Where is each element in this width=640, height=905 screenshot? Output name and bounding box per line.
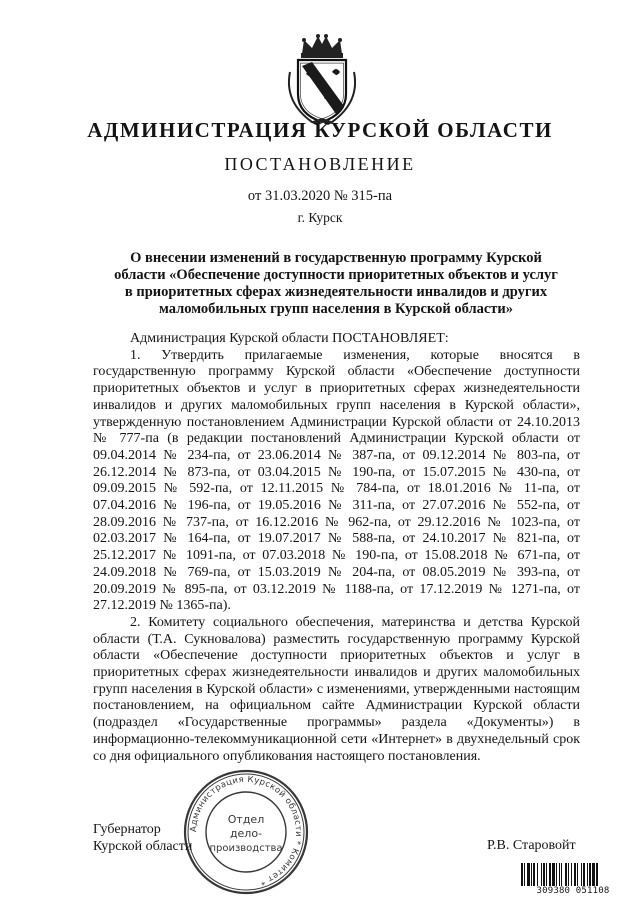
signatory-title	[93, 821, 192, 855]
item-2: 2. Комитету социального обеспечения, материнства и детства Курской области (Т.А. Сукновалова) разместить государственную программу Курской области «Обеспечение доступности приоритетных объектов и услуг в приоритетных сферах жизнедеятельности инвалидов и других маломобильных групп населения в Курской области» с изменениями, утвержденными настоящим постановлением, на официальном сайте Администрации Курской области (подраздел «Государственные программы» раздела «Документы») в информационно-телекоммуникационной сети «Интернет» в двухнедельный срок со дня официального опубликования настоящего постановления.	[93, 614, 580, 764]
organization-title: АДМИНИСТРАЦИЯ КУРСКОЙ ОБЛАСТИ	[87, 118, 553, 142]
kursk-coat-of-arms-icon	[282, 32, 362, 126]
document-subject	[96, 250, 576, 318]
barcode-bar	[541, 863, 542, 887]
barcode-bar	[527, 863, 530, 887]
preamble: Администрация Курской области ПОСТАНОВЛЯЕТ:	[130, 331, 449, 346]
document-city: г. Курск	[297, 210, 343, 225]
barcode-bar	[533, 863, 535, 887]
barcode-bar	[577, 863, 578, 887]
stamp-inner-line: Отдел	[227, 813, 265, 826]
barcode-bar	[543, 863, 545, 887]
document-date-number: от 31.03.2020 № 315-па	[247, 188, 393, 204]
barcode-bar	[556, 863, 557, 887]
subject-line: области «Обеспечение доступности приоритетных объектов и услуг	[114, 267, 558, 283]
barcode-bar	[589, 863, 591, 887]
item-1: 1. Утвердить прилагаемые изменения, которые вносятся в государственную программу Курской области «Обеспечение доступности приоритетных объектов и услуг в приоритетных сферах жизнедеятельности инвалидов и других маломобильных групп населения в Курской области», утвержденную постановлением Администрации Курской области от 24.10.2013 № 777-па (в редакции постановлений Администрации Курской области от 09.04.2014 № 234-па, от 23.06.2014 № 387-па, от 09.12.2014 № 803-па, от 26.12.2014 № 873-па, от 03.04.2015 № 190-па, от 15.07.2015 № 430-па, от 09.09.2015 № 592-па, от 12.11.2015 № 784-па, от 18.01.2016 № 11-па, от 07.04.2016 № 196-па, от 19.05.2016 № 311-па, от 27.07.2016 № 552-па, от 28.09.2016 № 737-па, от 16.12.2016 № 962-па, от 29.12.2016 № 1023-па, от 02.03.2017 № 164-па, от 19.07.2017 № 588-па, от 24.10.2017 № 821-па, от 25.12.2017 № 1091-па, от 07.03.2018 № 190-па, от 15.08.2018 № 671-па, от 24.09.2018 № 769-па, от 15.03.2019 № 204-па, от 08.05.2019 № 393-па, от 20.09.2019 № 895-па, от 03.12.2019 № 1188-па, от 17.12.2019 № 1271-па, от 27.12.2019 № 1365-па).	[93, 347, 580, 614]
barcode-bar	[574, 863, 576, 887]
subject-line: маломобильных групп населения в Курской области»	[158, 301, 514, 317]
barcode-bar	[583, 863, 585, 887]
barcode-number: 309380 051108	[519, 886, 627, 896]
barcode-bar	[568, 863, 569, 887]
signatory-name: Р.В. Старовойт	[487, 838, 576, 853]
barcode-bar	[565, 863, 567, 887]
stamp-inner-line: дело-	[229, 827, 263, 840]
signatory-title-line: Губернатор	[93, 822, 161, 837]
barcode-bar	[596, 863, 598, 887]
barcode-bar	[549, 863, 551, 887]
subject-line: О внесении изменений в государственную программу Курской	[130, 250, 542, 266]
barcode-bar	[552, 863, 555, 887]
round-stamp-icon	[182, 768, 310, 896]
document-body	[93, 331, 580, 765]
barcode-bar	[521, 863, 523, 887]
barcode-bar	[587, 863, 588, 887]
barcode-bar	[561, 863, 562, 887]
stamp-inner-line: производства	[209, 843, 283, 854]
document-type: ПОСТАНОВЛЕНИЕ	[224, 154, 416, 174]
barcode-bar	[524, 863, 525, 887]
barcode-bar	[581, 863, 582, 887]
barcode-bar	[537, 863, 538, 887]
barcode-bar	[546, 863, 547, 887]
stamp-ring-text: Администрация Курской области * Комитет *	[188, 774, 304, 887]
barcode-bar	[531, 863, 532, 887]
barcode-bar	[571, 863, 572, 887]
signatory-title-line: Курской области	[93, 839, 193, 854]
barcode-bar	[592, 863, 595, 887]
subject-line: в приоритетных сферах жизнедеятельности инвалидов и других	[124, 284, 548, 300]
barcode-bar	[559, 863, 560, 887]
